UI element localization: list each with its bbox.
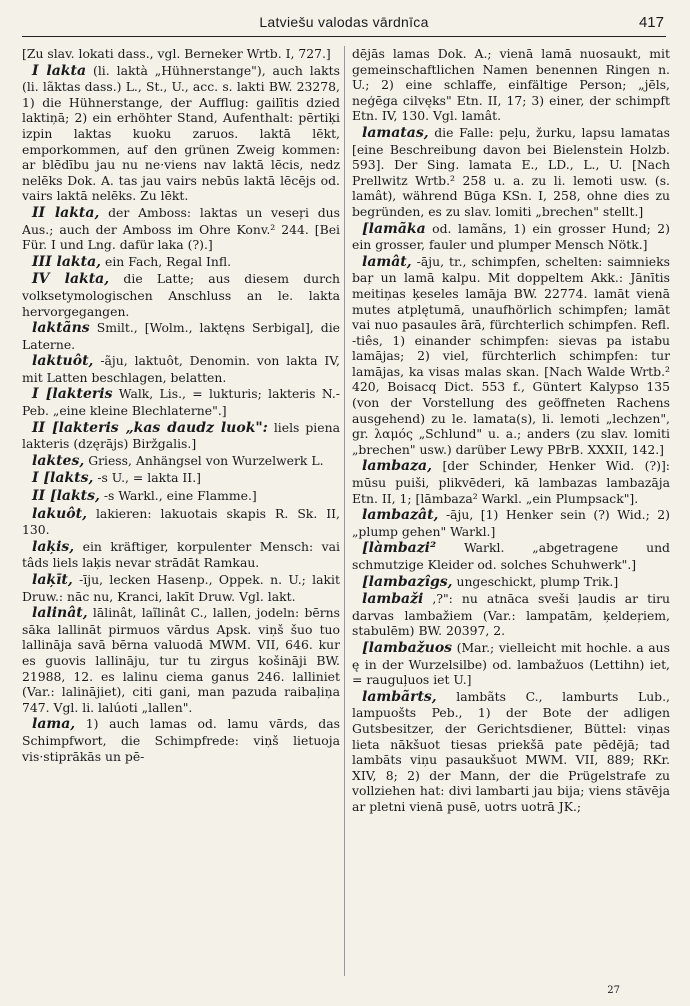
entry-text: od. lamãns, 1) ein grosser Hund; 2) ein grosser, fauler und plumper Mensch Nötk.] xyxy=(352,220,670,253)
entry-text: liels piena lakteris (dzęrājs) Biržgalis.] xyxy=(22,419,340,452)
entry-headword: II [lakts, xyxy=(32,488,100,505)
entry-headword: lambaza, xyxy=(362,458,432,475)
entry-text: der Amboss: laktas un veseŗi dus Aus.; auch der Amboss im Ohre Konv.² 244. [Bei Für. I und Lng. dafür laka (?).] xyxy=(22,204,340,253)
entry-text: (Mar.; vielleicht mit hochle. a aus ę in der Wurzelsilbe) od. lambažuos (Lettihn) iet, = rauguļuos iet U.] xyxy=(352,639,670,688)
entry-headword: [lamãka xyxy=(362,220,426,237)
entry-headword: III lakta, xyxy=(32,253,102,270)
signature-mark: 27 xyxy=(607,985,620,996)
entry-text: die Latte; aus diesem durch volksetymologischen Anschluss an le. lakta hervorgegangen. xyxy=(22,271,340,319)
page-number: 417 xyxy=(638,14,664,31)
entry-headword: lambazât, xyxy=(362,507,439,524)
dictionary-entry xyxy=(22,63,340,204)
entry-text: 1) auch lamas od. lamu vārds, das Schimpfwort, die Schimpfrede: viņš lietuoja vis·stiprākās un pē- xyxy=(22,716,340,764)
entry-text: ein Fach, Regal Infl. xyxy=(104,253,232,269)
dictionary-entry xyxy=(352,640,670,688)
dictionary-entry xyxy=(352,125,670,220)
entry-text: ,?": nu atnāca sveši ļaudis ar tiru darvas lambažiem (Var.: lampatām, ķeldeŗiem, stabulēm) BW. 20397, 2. xyxy=(352,591,670,639)
dictionary-entry xyxy=(22,320,340,352)
dictionary-entry xyxy=(22,386,340,418)
dictionary-entry xyxy=(352,458,670,506)
dictionary-entry xyxy=(22,716,340,764)
entry-text: lālinât, laĩlinât C., lallen, jodeln: bērns sāka lallināt pirmuos vārdus Apsk. viņš šuo tuo lallināja savā bērna valuodā MWM. VII, 646. kur es guovis lallināju, tur tu zirgus košināji BW. 21988, 12. es lalinu ciema ganus 246. lalliniet (Var.: lalinājiet), citi gani, man pazuda raibaļiņa 747. Vgl. li. lalúoti „lallen". xyxy=(22,605,340,715)
entry-text: dējās lamas Dok. A.; vienā lamā nuosaukt, mit gemeinschaftlichen Namen benennen Ringen n. U.; 2) eine schlaffe, einfältige Person; „jēls, neģēga cilvęks" Etn. II, 17; 3) einer, der schimpft Etn. IV, 130. Vgl. lamât. xyxy=(352,46,670,124)
entry-headword: II [lakteris „kas daudz luok": xyxy=(32,419,268,436)
dictionary-entry xyxy=(22,572,340,604)
entry-headword: I lakta xyxy=(32,62,87,79)
dictionary-entry xyxy=(22,605,340,715)
dictionary-entry xyxy=(352,507,670,539)
dictionary-entry xyxy=(22,353,340,385)
dictionary-entry xyxy=(22,420,340,452)
entry-headword: laķis, xyxy=(32,538,75,555)
left-column xyxy=(22,46,340,986)
entry-text: [Zu slav. lokati dass., vgl. Berneker Wrtb. I, 727.] xyxy=(22,46,331,61)
entry-text: -s U., = lakta II.] xyxy=(97,470,201,486)
entry-text: (li. laktà „Hühnerstange"), auch lakts (li. lãktas dass.) L., St., U., acc. s. lakti BW. 23278, 1) die Hühnerstange, der Aufflug: gailītis dzied laktiņā; 2) ein erhöhter Stand, Aufenthalt: pērtiķi izpin laktas kuoku zaruos. laktā lēkt, emporkommen, auf den grünen Zweig kommen: ar blēdību jau nu ne·viens nav laktā lēcis, nedz nelēks Dok. A. tas jau vairs nebūs laktā lēcējs od. vairs laktā nelēks. Zu lēkt. xyxy=(22,62,340,204)
entry-text: Warkl. „abgetragene und schmutzige Kleider od. solches Schuhwerk".] xyxy=(352,540,670,572)
entry-text: -s Warkl., eine Flamme.] xyxy=(103,488,257,504)
entry-text: die Falle: peļu, žurku, lapsu lamatas [eine Beschreibung davon bei Bielenstein Holzb. 593]. Der Sing. lamata E., LD., L., U. [Nach Prellwitz Wrtb.² 258 u. a. zu li. lemoti usw. (s. lamât), während Būga KSn. I, 258, ohne dies zu begründen, es zu slav. lomiti „brechen" stellt.] xyxy=(352,124,670,219)
dictionary-entry xyxy=(22,254,340,271)
dictionary-entry xyxy=(22,271,340,319)
entry-headword: lalinât, xyxy=(32,605,88,622)
entry-headword: lamatas, xyxy=(362,124,429,141)
entry-headword: laktes, xyxy=(32,452,85,469)
dictionary-entry xyxy=(22,539,340,571)
dictionary-entry xyxy=(22,470,340,487)
right-column xyxy=(352,46,670,986)
dictionary-entry xyxy=(22,46,340,62)
dictionary-entry xyxy=(352,46,670,124)
entry-text: lambãts C., lamburts Lub., lampuošts Peb., 1) der Bote der adligen Gutsbesitzer, der Gerichtsdiener, Büttel: viņas lieta nākšuot tiesas priekšā pate pēdējā; tad lambāts viņu pasaukšuot MWM. VII, 889; RKr. XIV, 8; 2) der Mann, der die Prügelstrafe zu vollziehen hat: divi lambarti jau bija; viens stāvēja ar pletni vienā pusē, uotrs uotrā JK.; xyxy=(352,688,670,814)
dictionary-entry xyxy=(352,591,670,639)
column-divider xyxy=(344,46,345,976)
dictionary-entry xyxy=(22,506,340,538)
entry-headword: I [lakts, xyxy=(32,470,94,487)
entry-headword: IV lakta, xyxy=(32,271,110,288)
dictionary-entry xyxy=(352,689,670,815)
dictionary-entry xyxy=(22,453,340,470)
page-header-title: Latviešu valodas vārdnīca xyxy=(259,14,429,30)
dictionary-entry xyxy=(352,574,670,591)
entry-headword: [làmbazi² xyxy=(362,540,437,557)
entry-text: ein kräftiger, korpulenter Mensch: vai tâds liels laķis nevar strādāt Ramkau. xyxy=(22,538,340,571)
entry-headword: laķīt, xyxy=(32,572,73,588)
entry-text: -āju, tr., schimpfen, schelten: saimnieks baŗ un lamā kalpu. Mit doppeltem Akk.: Jānītis meitiņas ķeseles lamāja BW. 22774. lamāt vienā mutes atplętumā, unaufhörlich schimpfen; lamāt vai nuo pasaules ārā, fürchterlich schimpfen. Refl. -tiês, 1) einander schimpfen: sievas pa istabu lamājas; 2) viel, fürchterlich schimpfen: tur lamājas, ka visas malas skan. [Nach Walde Wrtb.² 420, Boisacq Dict. 553 f., Güntert Kalypso 135 (von der Vorstellung des geöffneten Rachens ausgehend) zu le. lamata(s), li. lemoti „lechzen", gr. λαμός „Schlund" u. a.; anders (zu slav. lomiti „brechen" usw.) darüber Lewy PBrB. XXXII, 142.] xyxy=(352,253,670,457)
entry-headword: II lakta, xyxy=(32,204,100,221)
entry-text: -īju, lecken Hasenp., Oppek. n. U.; lakit Druw.: nāc nu, Kranci, lakīt Druw. Vgl. lakt. xyxy=(22,572,340,604)
entry-headword: lambãrts, xyxy=(362,688,437,705)
dictionary-entry xyxy=(352,254,670,458)
dictionary-entry xyxy=(352,540,670,572)
entry-headword: laktãns xyxy=(32,320,90,337)
entry-headword: lama, xyxy=(32,716,76,733)
entry-headword: lakuôt, xyxy=(32,505,87,522)
dictionary-entry xyxy=(22,205,340,253)
running-head xyxy=(22,14,666,37)
entry-text: Walk, Lis., = lukturis; lakteris N.-Peb. „eine kleine Blechlaterne".] xyxy=(22,386,340,419)
entry-headword: [lambažuos xyxy=(362,639,453,656)
entry-text: -ãju, laktuôt, Denomin. von lakta IV, mit Latten beschlagen, belatten. xyxy=(22,353,340,385)
entry-text: Smilt., [Wolm., laktęns Serbigal], die Laterne. xyxy=(22,320,340,352)
dictionary-entry xyxy=(22,488,340,505)
entry-text: -āju, [1) Henker sein (?) Wid.; 2) „plump gehen" Warkl.] xyxy=(352,507,670,539)
entry-headword: laktuôt, xyxy=(32,353,94,370)
entry-text: ungeschickt, plump Trik.] xyxy=(456,573,619,589)
entry-headword: lamât, xyxy=(362,253,412,270)
entry-text: Griess, Anhängsel von Wurzelwerk L. xyxy=(88,452,324,468)
dictionary-entry xyxy=(352,221,670,253)
entry-headword: [lambazîgs, xyxy=(362,573,453,590)
entry-headword: lambaži xyxy=(362,591,424,608)
entry-text: lakieren: lakuotais skapis R. Sk. II, 130. xyxy=(22,505,340,538)
entry-headword: I [lakteris xyxy=(32,386,113,403)
entry-text: [der Schinder, Henker Wid. (?)]: mūsu puiši, plikvēderi, kā lambazas lambazāja Etn. II, 1; [lāmbaza² Warkl. „ein Plumpsack"]. xyxy=(352,458,670,506)
